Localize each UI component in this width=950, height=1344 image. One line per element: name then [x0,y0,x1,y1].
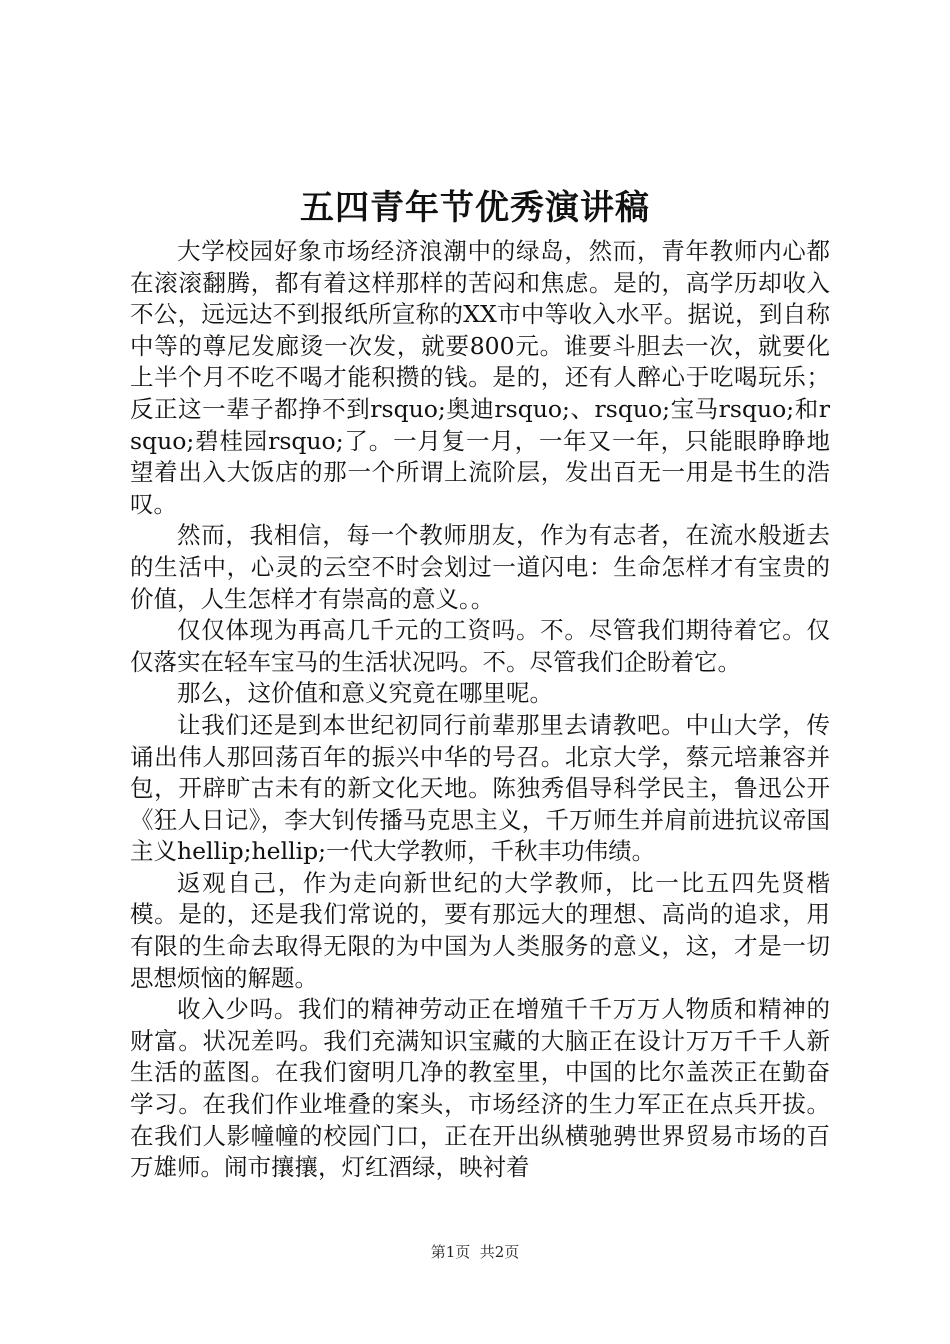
paragraph: 那么，这价值和意义究竟在哪里呢。 [177,679,553,708]
document-body [130,236,830,1184]
paragraph: 收入少吗。我们的精神劳动正在增殖千千万万人物质和精神的财富。状况差吗。我们充满知识宝藏的大脑正在设计万万千千人新生活的蓝图。在我们窗明几净的教室里，中国的比尔盖茨正在勤奋学习。在我们作业堆叠的案头，市场经济的生力军正在点兵开拔。在我们人影幢幢的校园门口，正在开出纵横驰骋世界贸易市场的百万雄师。闹市攘攘，灯红酒绿，映衬着 [130,995,830,1182]
document-title: 五四青年节优秀演讲稿 [300,188,650,228]
paragraph: 然而，我相信，每一个教师朋友，作为有志者，在流水般逝去的生活中，心灵的云空不时会划过一道闪电：生命怎样才有宝贵的价值，人生怎样才有崇高的意义。。 [130,521,830,613]
page-footer [0,1242,950,1262]
paragraph: 返观自己，作为走向新世纪的大学教师，比一比五四先贤楷模。是的，还是我们常说的，要有那远大的理想、高尚的追求，用有限的生命去取得无限的为中国为人类服务的意义，这，才是一切思想烦恼的解题。 [130,868,830,992]
paragraph: 仅仅体现为再高几千元的工资吗。不。尽管我们期待着它。仅仅落实在轻车宝马的生活状况吗。不。尽管我们企盼着它。 [130,616,830,676]
paragraph: 大学校园好象市场经济浪潮中的绿岛，然而，青年教师内心都在滚滚翻腾，都有着这样那样的苦闷和焦虑。是的，高学历却收入不公，远远达不到报纸所宣称的XX市中等收入水平。据说，到自称中等的尊尼发廊烫一次发，就要800元。谁要斗胆去一次，就要化上半个月不吃不喝才能积攒的钱。是的，还有人醉心于吃喝玩乐；反正这一辈子都挣不到rsquo;奥迪rsquo;、rsquo;宝马rsquo;和rsquo;碧桂园rsquo;了。一月复一月，一年又一年，只能眼睁睁地望着出入大饭店的那一个所谓上流阶层，发出百无一用是书生的浩叹。 [130,237,830,518]
paragraph: 让我们还是到本世纪初同行前辈那里去请教吧。中山大学，传诵出伟人那回荡百年的振兴中华的号召。北京大学，蔡元培兼容并包，开辟旷古未有的新文化天地。陈独秀倡导科学民主，鲁迅公开《狂人日记》，李大钊传播马克思主义，千万师生并肩前进抗议帝国主义hellip;hellip;一代大学教师，千秋丰功伟绩。 [130,710,830,866]
page-number: 第1页 共2页 [430,1243,520,1261]
